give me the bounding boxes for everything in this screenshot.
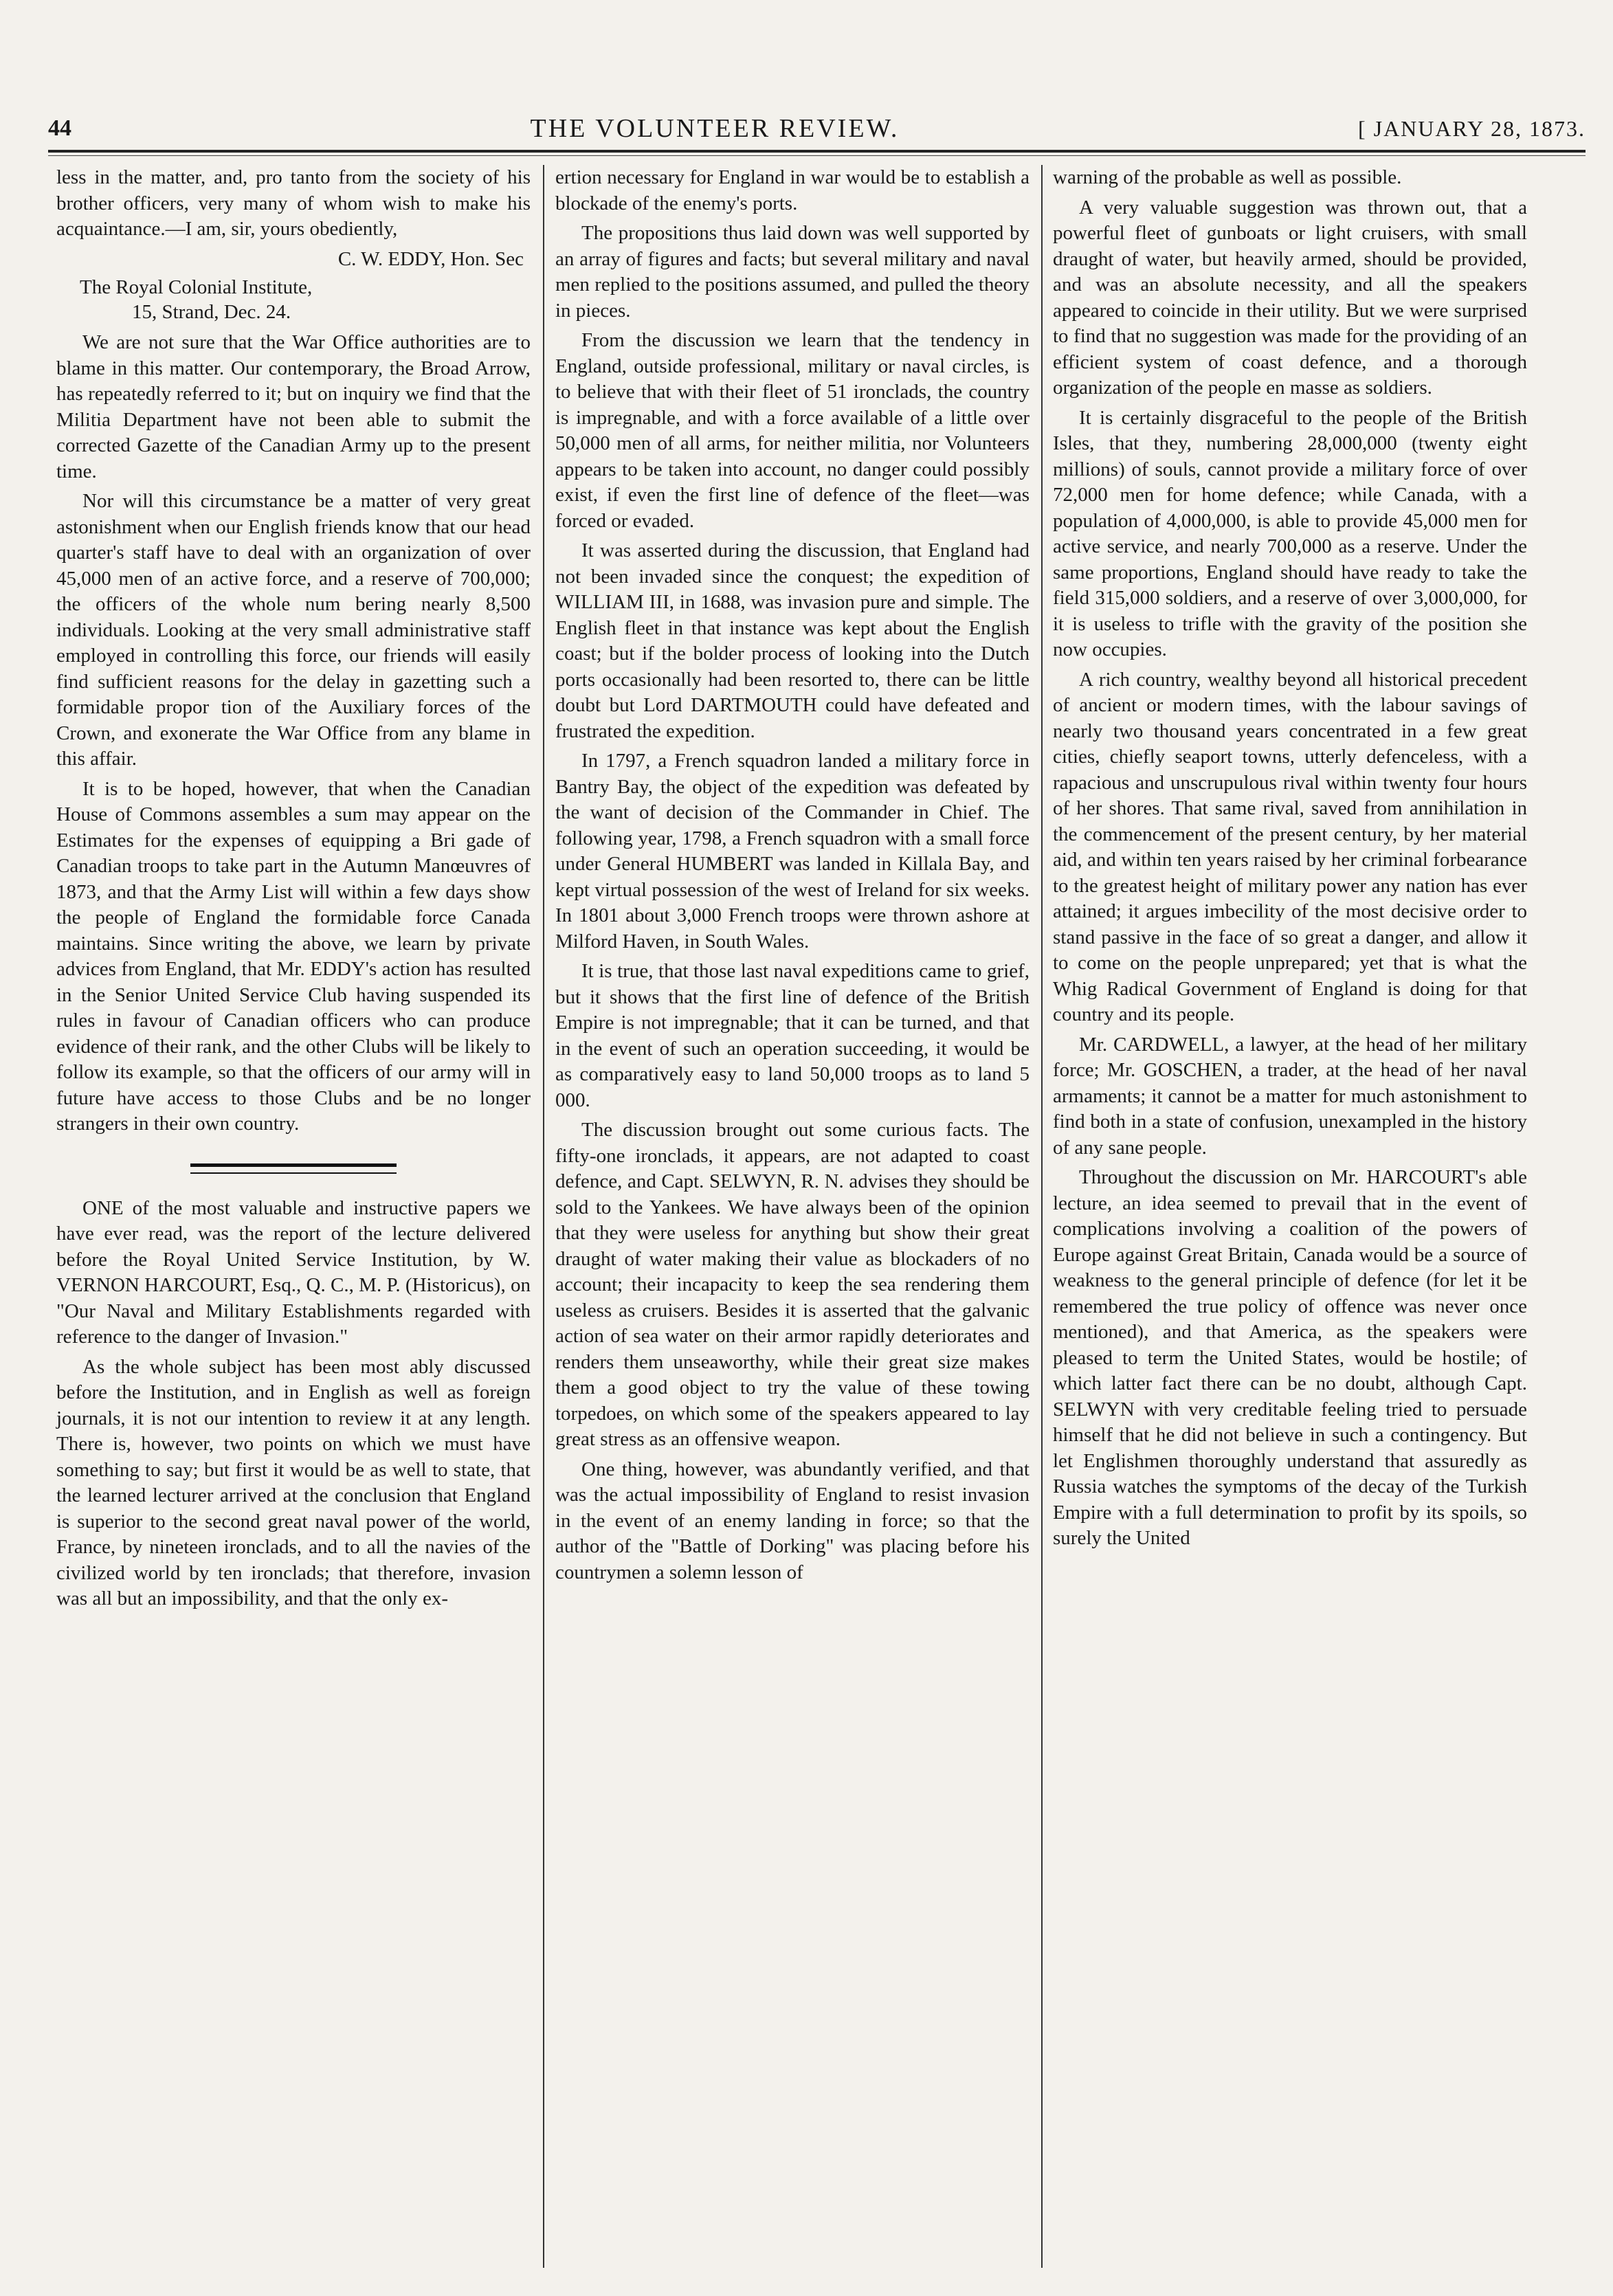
col1-paragraph-1: less in the matter, and, pro tanto from the society of his brother officers, very many of whom wish to make his acquaintance.—I am, sir, yours obediently, bbox=[56, 166, 531, 240]
col3-paragraph-1: warning of the probable as well as possible. bbox=[1053, 166, 1402, 188]
column-divider-2 bbox=[1041, 165, 1043, 2268]
letter-signature: C. W. EDDY, Hon. Sec bbox=[337, 247, 524, 270]
col2-paragraph-5: In 1797, a French squadron landed a military force in Bantry Bay, the object of the expedition was defeated by the want of decision of the Commander in Chief. The following year, 1798, a French squadron with a small force under General HUMBERT was landed in Killala Bay, and kept virtual possession of the west of Ireland for six weeks. In 1801 about 3,000 French troops were thrown ashore at Milford Haven, in South Wales. bbox=[555, 750, 1030, 952]
article-divider bbox=[190, 1163, 397, 1174]
col1-paragraph-6: As the whole subject has been most ably discussed before the Institution, and in English as well as foreign journals, it is not our intention to review it at any length. There is, however, two points on which we must have something to say; but first it would be as well to state, that the learned lecturer arrived at the conclusion that England is superior to the second great naval power of the world, France, by nineteen ironclads, and to all the navies of the civilized world by ten ironclads; that therefore, invasion was all but an impossibility, and that the only ex- bbox=[56, 1355, 531, 1609]
col3-paragraph-6: Throughout the discussion on Mr. HARCOURT's able lecture, an idea seemed to prevail that in the event of complications involving a coalition of the powers of Europe against Great Britain, Canada would be a source of weakness to the general principle of defence (for let it be remembered the true policy of offence was never once mentioned), and that America, as the speakers were pleased to term the United States, would be hostile; of which latter fact there can be no doubt, although Capt. SELWYN with very creditable feeling tried to persuade himself that he did not believe in such a contingency. But let Englishmen thoroughly understand that assuredly as Russia watches the symptoms of the decay of the Turkish Empire with a full determination to profit by its spoils, so surely the United bbox=[1053, 1166, 1527, 1549]
col1-paragraph-3: Nor will this circumstance be a matter of very great astonishment when our English friends know that our head quarter's staff have to deal with an organization of over 45,000 men of an active force, and a reserve of 700,000; the officers of the whole num bering nearly 8,500 individuals. Looking at the very small administrative staff employed in controlling this force, our friends will easily find sufficient reasons for the delay in gazetting such a formidable propor tion of the Auxiliary forces of the Crown, and exonerate the War Office from any blame in this affair. bbox=[56, 490, 531, 770]
col2-paragraph-2: The propositions thus laid down was well supported by an array of figures and facts; but several military and naval men replied to the positions assumed, and pulled the theory in pieces. bbox=[555, 222, 1030, 322]
header-rule bbox=[48, 150, 1586, 153]
column-divider-1 bbox=[543, 165, 544, 2268]
col2-paragraph-1: ertion necessary for England in war would be to establish a blockade of the enemy's ports. bbox=[555, 166, 1030, 214]
column-3 bbox=[1053, 165, 1527, 1556]
col2-paragraph-4: It was asserted during the discussion, that England had not been invaded since the conquest; the expedition of WILLIAM III, in 1688, was invasion pure and simple. The English fleet in that instance was kept about the English coast; but if the bolder process of looking into the Dutch ports occasionally had been resorted to, there can be little doubt but Lord DARTMOUTH could have defeated and frustrated the expedition. bbox=[555, 539, 1030, 742]
page-number: 44 bbox=[48, 115, 71, 141]
col1-paragraph-2: We are not sure that the War Office authorities are to blame in this matter. Our contemporary, the Broad Arrow, has repeatedly referred to it; but on inquiry we find that the Militia Department have not been able to submit the corrected Gazette of the Canadian Army up to the present time. bbox=[56, 331, 531, 482]
col3-paragraph-5: Mr. CARDWELL, a lawyer, at the head of her military force; Mr. GOSCHEN, a trader, at the head of her naval armaments; it cannot be a matter for much astonishment to find both in a state of confusion, unexampled in the history of any sane people. bbox=[1053, 1033, 1527, 1159]
col2-paragraph-3: From the discussion we learn that the tendency in England, outside professional, military or naval circles, is to believe that with their fleet of 51 ironclads, the country is impregnable, and with a force available of a little over 50,000 men of all arms, for neither militia, nor Volunteers appears to be taken into account, no danger could possibly exist, if even the first line of defence of the fleet—was forced or evaded. bbox=[555, 329, 1030, 532]
col3-paragraph-4: A rich country, wealthy beyond all historical precedent of ancient or modern times, with the labour savings of nearly two thousand years concentrated in a few great cities, chiefly seaport towns, utterly defenceless, with a rapacious and unscrupulous rival within twenty four hours of her shores. That same rival, saved from annihilation in the commencement of the present century, by her material aid, and within ten years raised by her criminal forbearance to the greatest height of military power any nation has ever attained; it argues imbecility of the most decisive order to stand passive in the face of so great a danger, and allow it to come on the people unprepared; yet that is what the Whig Radical Government of England is doing for that country and its people. bbox=[1053, 668, 1527, 1025]
letter-address-line-2: 15, Strand, Dec. 24. bbox=[132, 301, 291, 323]
column-2 bbox=[555, 165, 1030, 1590]
col3-paragraph-2: A very valuable suggestion was thrown out, that a powerful fleet of gunboats or light cruisers, with small draught of water, but heavily armed, should be provided, and was an absolute necessity, and all the speakers appeared to coincide in their utility. But we were surprised to find that no suggestion was made for the providing of an efficient system of coast defence, and a thorough organization of the people en masse as soldiers. bbox=[1053, 196, 1527, 399]
header-rule-thin bbox=[48, 155, 1586, 156]
issue-date: [ JANUARY 28, 1873. bbox=[1357, 115, 1586, 141]
page-header bbox=[48, 110, 1586, 147]
col2-paragraph-6: It is true, that those last naval expeditions came to grief, but it shows that the first line of defence of the British Empire is not impregnable; that it can be turned, and that in the event of such an operation succeeding, it would be as comparatively easy to land 50,000 troops as to land 5 000. bbox=[555, 960, 1030, 1111]
letter-address-line-1: The Royal Colonial Institute, bbox=[80, 276, 313, 298]
col1-paragraph-5: ONE of the most valuable and instructive papers we have ever read, was the report of the lecture delivered before the Royal United Service Institution, by W. VERNON HARCOURT, Esq., Q. C., M. P. (Historicus), on "Our Naval and Military Establishments regarded with reference to the danger of Invasion." bbox=[56, 1196, 531, 1348]
col1-paragraph-4: It is to be hoped, however, that when the Canadian House of Commons assembles a sum may appear on the Estimates for the expenses of equipping a Bri gade of Canadian troops to take part in the Autumn Manœuvres of 1873, and that the Army List will within a few days show the people of England the formidable force Canada maintains. Since writing the above, we learn by private advices from England, that Mr. EDDY's action has resulted in the Senior United Service Club having suspended its rules in favour of Canadian officers who can produce evidence of their rank, and the other Clubs will be likely to follow its example, so that the officers of our army will in future have access to those Clubs and be no longer strangers in their own country. bbox=[56, 777, 531, 1135]
masthead-title: THE VOLUNTEER REVIEW. bbox=[530, 114, 900, 143]
col2-paragraph-7: The discussion brought out some curious facts. The fifty-one ironclads, it appears, are not adapted to coast defence, and Capt. SELWYN, R. N. advises they should be sold to the Yankees. We have always been of the opinion that they were useless for anything but show their great draught of water making their value as blockaders of no account; their incapacity to keep the sea rendering them useless as cruisers. Besides it is asserted that the galvanic action of sea water on their armor rapidly deteriorates and renders them unseaworthy, while their great size makes them a good object to try the value of these towing torpedoes, on which some of the speakers appeared to lay great stress as an offensive weapon. bbox=[555, 1119, 1030, 1450]
col2-paragraph-8: One thing, however, was abundantly verified, and that was the actual impossibility of England to resist invasion in the event of an enemy landing in force; so that the author of the "Battle of Dorking" was placing before his countrymen a solemn lesson of bbox=[555, 1458, 1030, 1583]
col3-paragraph-3: It is certainly disgraceful to the people of the British Isles, that they, numbering 28,000,000 (twenty eight millions) of souls, cannot provide a military force of over 72,000 men for home defence; while Canada, with a population of 4,000,000, is able to provide 45,000 men for active service, and nearly 700,000 as a reserve. Under the same proportions, England should have ready to take the field 315,000 soldiers, and a reserve of over 3,000,000, for it is useless to trifle with the gravity of the position she now occupies. bbox=[1053, 406, 1527, 660]
column-1 bbox=[56, 165, 531, 1616]
